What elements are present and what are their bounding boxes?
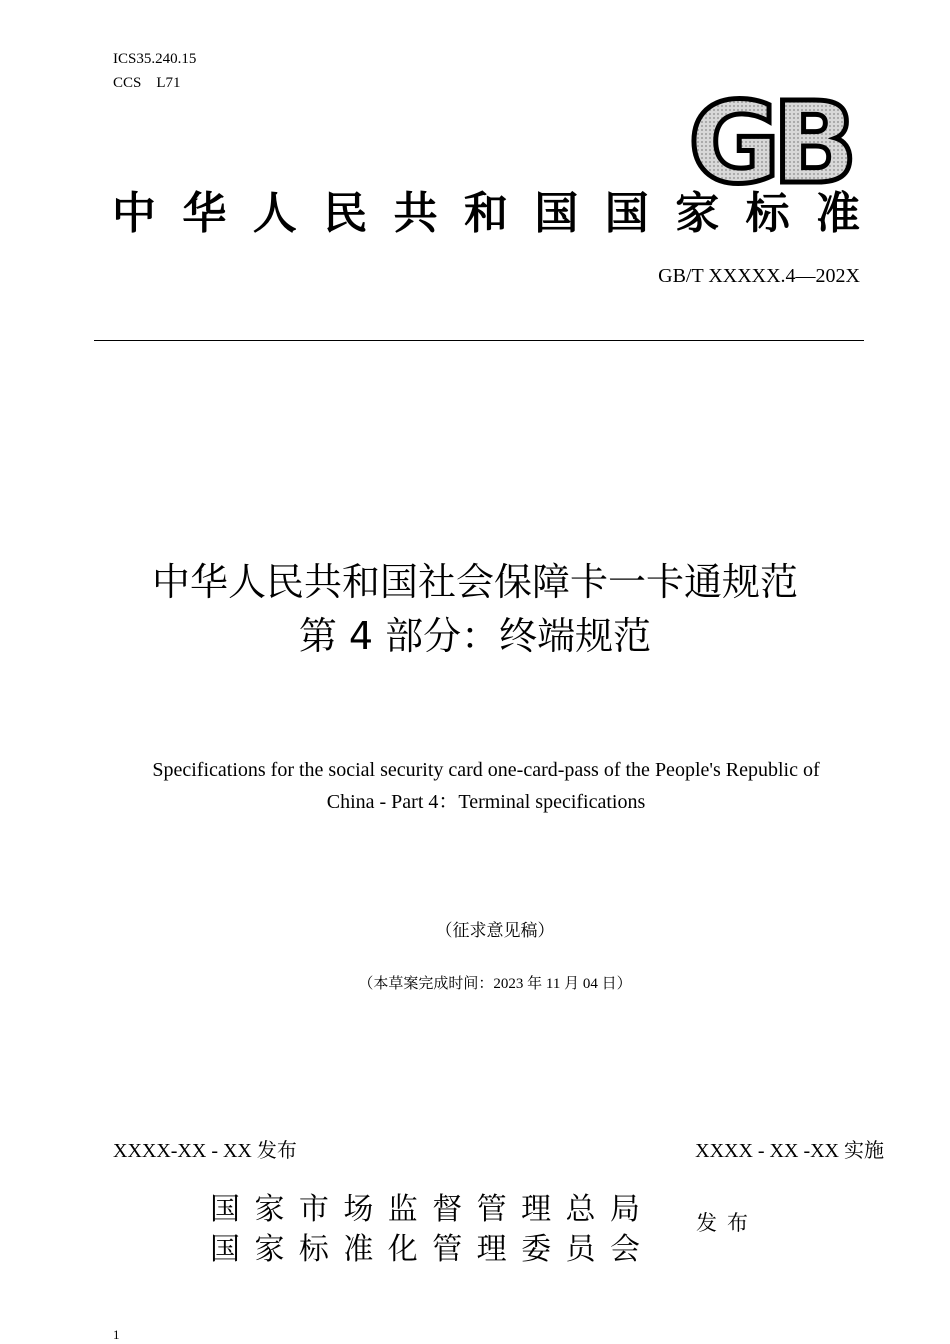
gb-logo: [676, 92, 862, 188]
page-number: 1: [113, 1327, 120, 1342]
org-line2: 国家标准化管理委员会: [210, 1232, 640, 1267]
implement-date: XXXX - XX -XX 实施: [695, 1140, 884, 1162]
ics-code: ICS35.240.15: [113, 51, 197, 67]
org-line1: 国家市场监督管理总局: [210, 1192, 640, 1227]
standard-title: 中华人民共和国国家标准: [112, 188, 862, 239]
standard-number: GB/T XXXXX.4—202X: [658, 265, 860, 287]
ccs-code: CCS L71: [113, 75, 181, 91]
title-cn-line2: 第 4 部分：终端规范: [298, 614, 652, 658]
logo-text: GB: [688, 92, 850, 188]
draft-date: （本草案完成时间：2023 年 11 月 04 日）: [358, 976, 632, 992]
title-en-line2: China - Part 4：Terminal specifications: [326, 791, 646, 813]
header-divider: [94, 340, 864, 341]
title-cn-line1: 中华人民共和国社会保障卡一卡通规范: [151, 560, 798, 604]
title-en-line1: Specifications for the social security card one-card-pass of the People's Republic of: [152, 759, 820, 781]
publish-label: 发布: [696, 1211, 758, 1235]
issue-date: XXXX-XX - XX 发布: [113, 1140, 297, 1162]
draft-label: （征求意见稿）: [435, 921, 555, 940]
